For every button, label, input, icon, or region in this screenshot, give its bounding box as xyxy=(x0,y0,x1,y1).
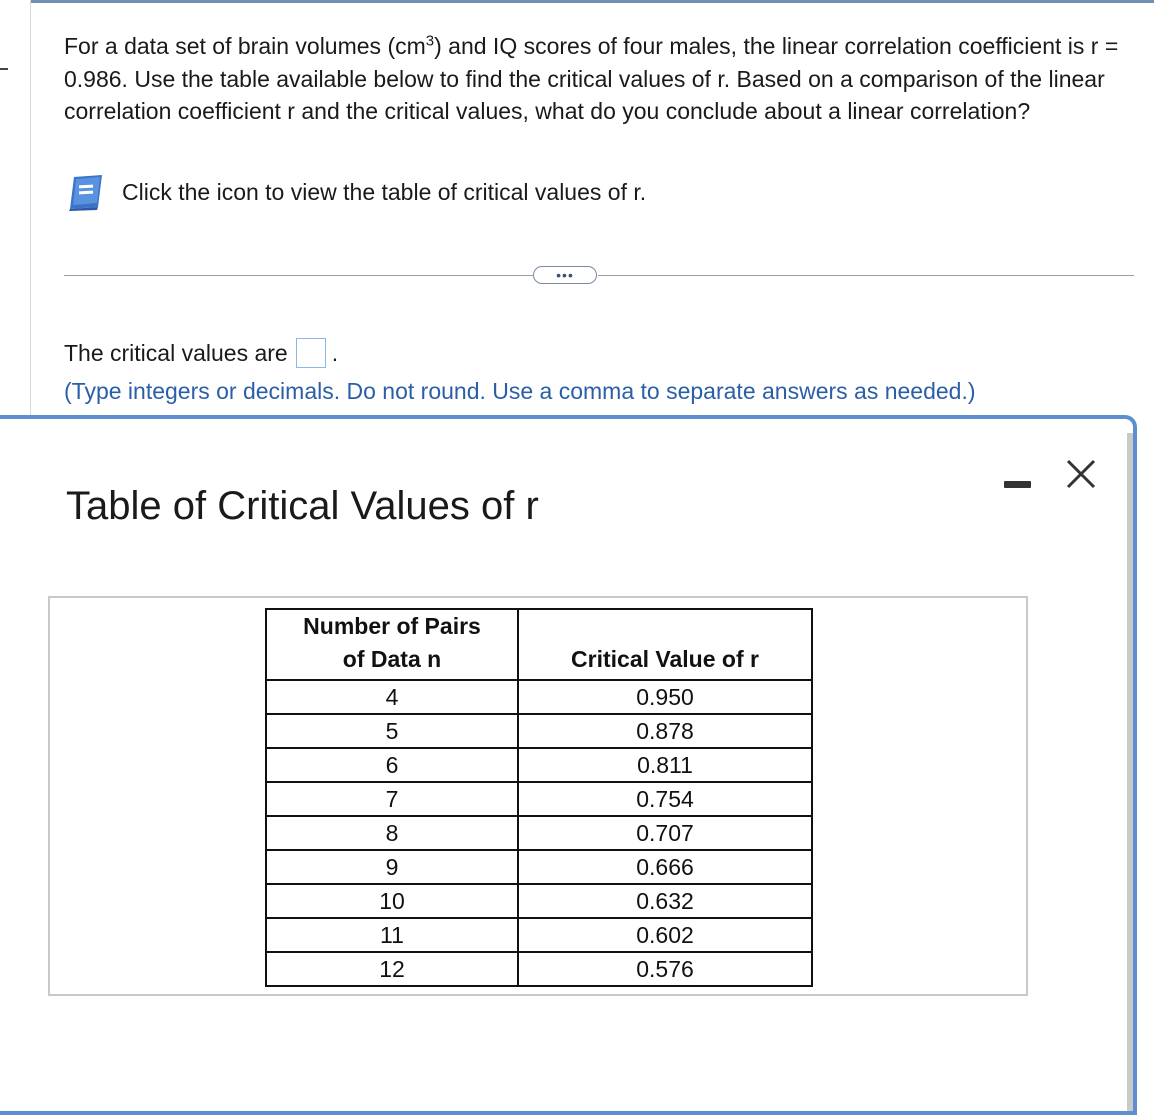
header-critical-value: Critical Value of r xyxy=(518,609,812,680)
cell-n: 8 xyxy=(266,816,518,850)
divider xyxy=(598,275,1134,276)
modal-title: Table of Critical Values of r xyxy=(66,484,539,528)
minimize-button[interactable] xyxy=(1004,481,1031,488)
table-frame xyxy=(48,596,1028,996)
cell-critical-value: 0.950 xyxy=(518,680,812,714)
cell-n: 12 xyxy=(266,952,518,986)
table-header-row xyxy=(266,609,812,680)
table-row xyxy=(266,680,812,714)
help-text: Click the icon to view the table of critical values of r. xyxy=(122,178,647,205)
cell-critical-value: 0.632 xyxy=(518,884,812,918)
table-row xyxy=(266,884,812,918)
cell-critical-value: 0.576 xyxy=(518,952,812,986)
table-row xyxy=(266,816,812,850)
answer-suffix: . xyxy=(331,339,339,366)
answer-row xyxy=(64,338,338,368)
book-icon[interactable] xyxy=(66,173,108,211)
cell-critical-value: 0.707 xyxy=(518,816,812,850)
cell-n: 7 xyxy=(266,782,518,816)
cell-n: 10 xyxy=(266,884,518,918)
critical-values-modal xyxy=(0,415,1137,1115)
table-row xyxy=(266,850,812,884)
question-superscript: 3 xyxy=(425,32,435,50)
cell-n: 11 xyxy=(266,918,518,952)
header-number-of-pairs: Number of Pairs of Data n xyxy=(266,609,518,680)
modal-scroll-edge xyxy=(1127,433,1133,1111)
cell-n: 6 xyxy=(266,748,518,782)
table-row xyxy=(266,952,812,986)
cell-critical-value: 0.602 xyxy=(518,918,812,952)
question-text xyxy=(64,30,1134,128)
table-row xyxy=(266,714,812,748)
critical-values-table xyxy=(265,608,813,987)
question-part1: For a data set of brain volumes (cm xyxy=(64,33,426,59)
divider xyxy=(64,275,534,276)
question-part2: ) and IQ scores of four males, the linear correlation coefficient is r = 0.986. Use the table available below to find the critical values of r. Based on a comparison of the linear correlation coefficient r and the critical values, what do you conclude about a linear correlation? xyxy=(64,33,1119,124)
table-row xyxy=(266,782,812,816)
more-options-button[interactable]: ••• xyxy=(533,266,597,284)
edge-tick xyxy=(0,68,8,70)
table-row xyxy=(266,918,812,952)
cell-n: 5 xyxy=(266,714,518,748)
cell-critical-value: 0.878 xyxy=(518,714,812,748)
critical-values-input[interactable] xyxy=(296,338,326,368)
left-rule xyxy=(30,0,31,415)
cell-critical-value: 0.666 xyxy=(518,850,812,884)
cell-critical-value: 0.811 xyxy=(518,748,812,782)
cell-critical-value: 0.754 xyxy=(518,782,812,816)
close-icon[interactable] xyxy=(1064,457,1098,491)
cell-n: 4 xyxy=(266,680,518,714)
help-row xyxy=(66,172,646,212)
table-row xyxy=(266,748,812,782)
cell-n: 9 xyxy=(266,850,518,884)
answer-instruction: (Type integers or decimals. Do not round. Use a comma to separate answers as needed.) xyxy=(64,378,976,404)
top-rule xyxy=(30,0,1154,3)
answer-prefix: The critical values are xyxy=(64,339,288,366)
